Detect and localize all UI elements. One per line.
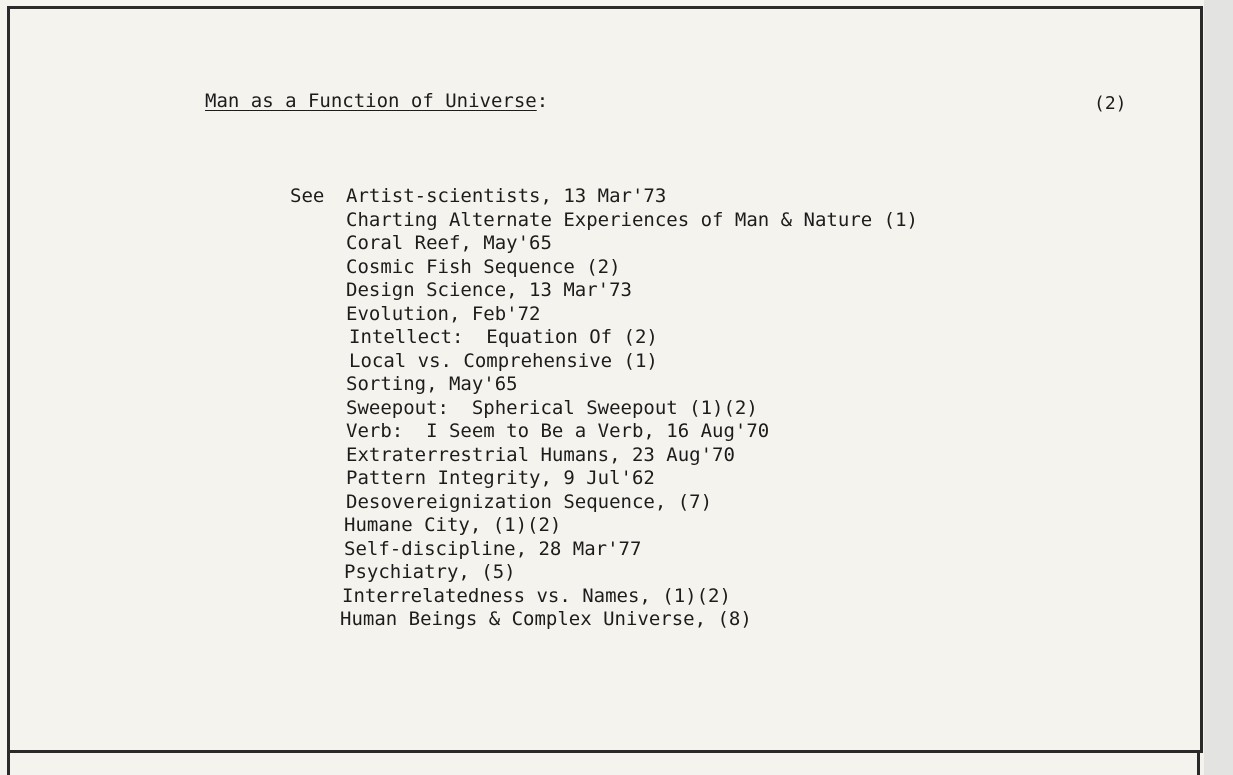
cross-reference-entry: Sorting, May'65 xyxy=(346,373,518,395)
cross-reference-entry: Self-discipline, 28 Mar'77 xyxy=(344,537,642,560)
see-label: See xyxy=(290,185,325,207)
cross-reference-entry: Psychiatry, (5) xyxy=(344,561,516,583)
cross-reference-entry: Coral Reef, May'65 xyxy=(346,232,552,254)
cross-reference-entry: Verb: I Seem to Be a Verb, 16 Aug'70 xyxy=(346,420,770,442)
card-heading xyxy=(205,88,548,114)
cross-reference-entry: Intellect: Equation Of (2) xyxy=(349,326,658,348)
cross-reference-entry: Desovereignization Sequence, (7) xyxy=(346,490,713,513)
cross-reference-entry: Interrelatedness vs. Names, (1)(2) xyxy=(342,584,731,607)
cross-reference-entry: Local vs. Comprehensive (1) xyxy=(349,349,658,372)
cross-reference-entry: Humane City, (1)(2) xyxy=(344,514,562,536)
cross-reference-entry: Human Beings & Complex Universe, (8) xyxy=(340,608,752,630)
cross-reference-entry: Pattern Integrity, 9 Jul'62 xyxy=(346,467,655,489)
card-heading-title: Man as a Function of Universe xyxy=(205,90,537,112)
card-number: (2) xyxy=(1094,93,1127,114)
frame-extension-left xyxy=(7,750,10,775)
cross-reference-entry: Charting Alternate Experiences of Man & Nature (1) xyxy=(346,208,918,231)
page-edge-strip xyxy=(1204,0,1233,775)
card-heading-colon: : xyxy=(536,90,549,112)
cross-reference-entry: Evolution, Feb'72 xyxy=(346,302,541,325)
cross-reference-list xyxy=(340,185,918,632)
cross-reference-entry: Extraterrestrial Humans, 23 Aug'70 xyxy=(346,443,735,466)
cross-reference-entry: Design Science, 13 Mar'73 xyxy=(346,279,632,301)
frame-extension-right xyxy=(1197,750,1200,775)
cross-reference-entry: Cosmic Fish Sequence (2) xyxy=(346,255,621,278)
cross-reference-entry: Sweepout: Spherical Sweepout (1)(2) xyxy=(346,396,758,419)
cross-reference-entry: Artist-scientists, 13 Mar'73 xyxy=(346,185,667,207)
